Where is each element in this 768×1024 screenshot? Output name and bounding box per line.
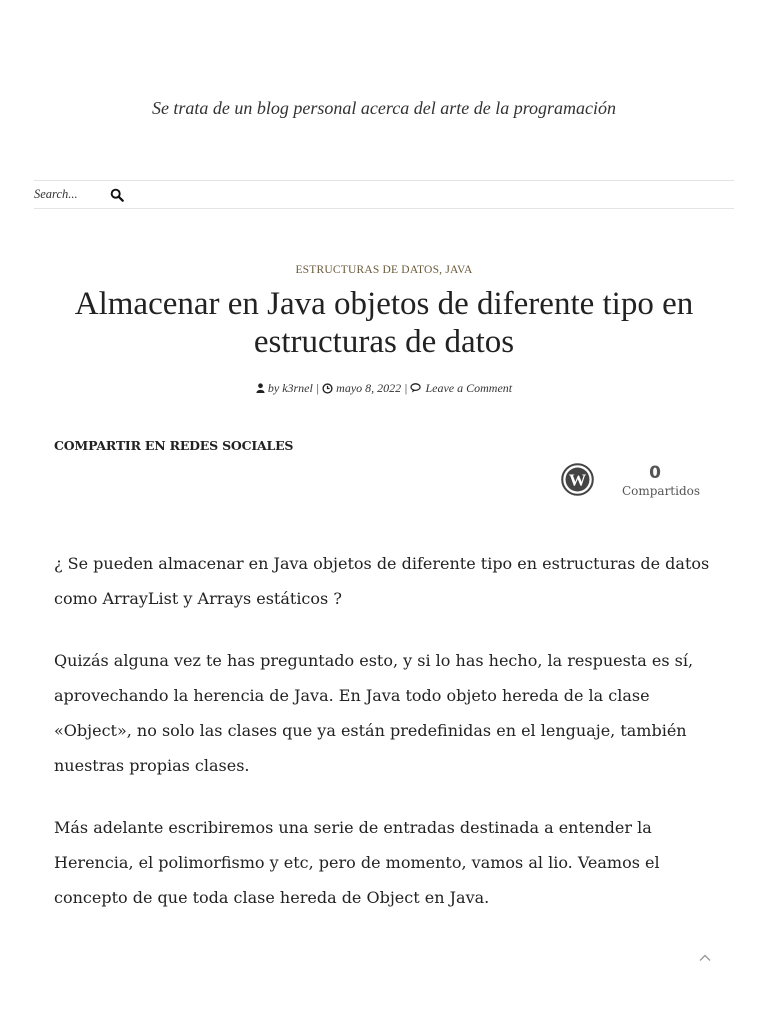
post-content [54,546,724,942]
post-title: Almacenar en Java objetos de diferente tipo en estructuras de datos [74,286,694,360]
author-link[interactable]: k3rnel [282,380,313,395]
content-paragraph: ¿ Se pueden almacenar en Java objetos de diferente tipo en estructuras de datos como ArrayList y Arrays estáticos ? [54,554,710,608]
content-paragraph: Quizás alguna vez te has preguntado esto, y si lo has hecho, la respuesta es sí, aprovechando la herencia de Java. En Java todo objeto hereda de la clase «Object», no solo las clases que ya están predefinidas en el lenguaje, también nuestras propias clases. [54,651,694,775]
meta-separator: | [315,380,320,395]
post-date: mayo 8, 2022 [336,380,402,395]
comments-icon [410,383,422,393]
search-input[interactable] [34,181,104,208]
scroll-to-top-chevron-up-icon[interactable] [697,950,713,966]
search-bar [34,180,734,209]
comments-link[interactable]: Leave a Comment [425,380,513,395]
search-icon[interactable] [110,188,124,202]
by-label: by [267,380,280,395]
post-meta [0,380,768,396]
share-count-label: Compartidos [621,484,701,498]
category-link[interactable]: JAVA [445,264,473,276]
wordpress-icon[interactable] [561,463,594,496]
category-separator: , [439,264,446,276]
share-count: 0 [649,463,661,483]
category-link[interactable]: ESTRUCTURAS DE DATOS [295,264,440,276]
meta-separator: | [404,380,408,395]
post-categories [0,264,768,276]
content-paragraph: Más adelante escribiremos una serie de entradas destinada a entender la Herencia, el polimorfismo y etc, pero de momento, vamos al lio. Veamos el concepto de que toda clase hereda de Object en Java. [54,818,660,907]
user-icon [256,383,265,393]
site-tagline: Se trata de un blog personal acerca del arte de la programación [151,98,617,118]
svg-text:W: W [568,470,587,490]
share-heading: COMPARTIR EN REDES SOCIALES [54,438,294,453]
clock-icon [322,383,333,394]
